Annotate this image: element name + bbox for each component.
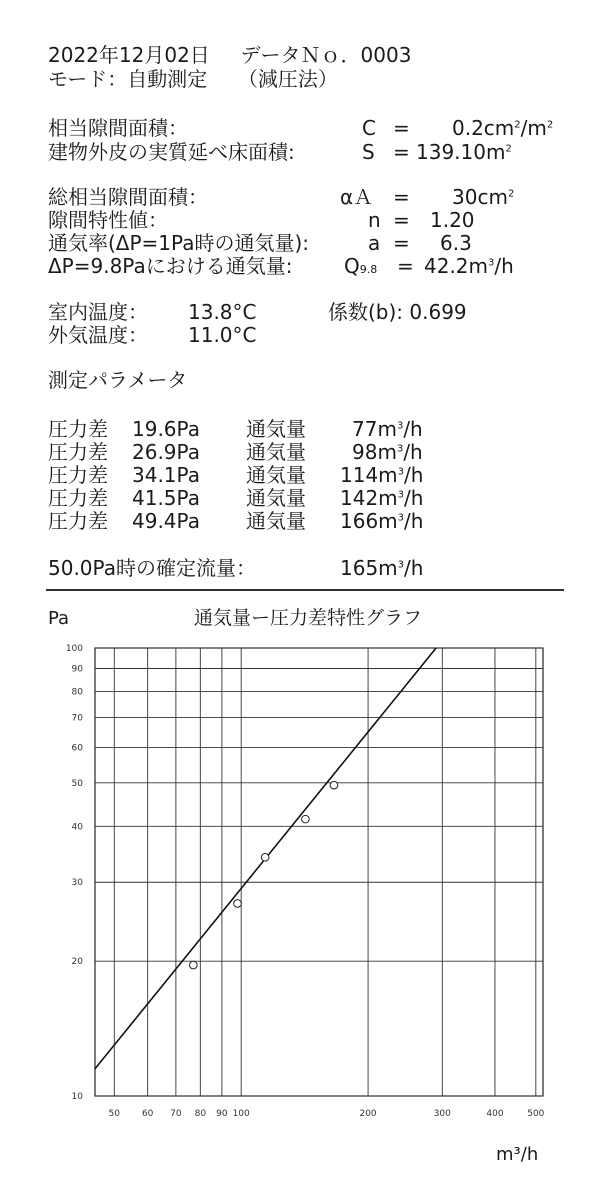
param-row-flow: $114m^3/h$ [340, 463, 424, 487]
chart-y-tick-label: 40 [71, 822, 83, 833]
s-symbol: S [362, 140, 375, 164]
outdoor-temp-label: 外気温度： [48, 323, 148, 347]
aa-value: $30cm^2$ [452, 185, 515, 209]
flow-pressure-chart [0, 600, 600, 1184]
s-label: 建物外皮の実質延べ床面積: [48, 140, 295, 164]
header-line-2 [48, 68, 338, 90]
header-line-1 [48, 44, 411, 66]
chart-y-tick-label: 60 [71, 743, 83, 754]
section-divider [46, 589, 564, 591]
param-row-flow-label: 通気量 [246, 440, 306, 464]
chart-x-tick-label: 100 [232, 1109, 250, 1119]
chart-x-tick-label: 80 [194, 1109, 207, 1119]
chart-ticks [66, 644, 545, 1119]
c-label: 相当隙間面積： [48, 116, 188, 140]
fixed-flow-label: 50.0Pa時の確定流量： [48, 556, 256, 580]
param-row-flow: $77m^3/h$ [352, 417, 423, 441]
param-row-flow-label: 通気量 [246, 509, 306, 533]
c-symbol: C [362, 116, 376, 140]
chart-y-tick-label: 50 [71, 778, 83, 789]
param-row-flow: $142m^3/h$ [340, 486, 424, 510]
chart-point [261, 854, 269, 862]
param-row-flow: $98m^3/h$ [352, 440, 423, 464]
indoor-temp-label: 室内温度： [48, 300, 148, 324]
data-number: データＮｏ．0003 [240, 43, 412, 67]
chart-grid [95, 648, 543, 1096]
param-row-label: 圧力差 [48, 509, 108, 533]
chart-x-tick-label: 300 [433, 1109, 451, 1119]
param-row-label: 圧力差 [48, 486, 108, 510]
param-row-label: 圧力差 [48, 417, 108, 441]
q-equals: = [397, 254, 414, 278]
s-equals: = [393, 140, 410, 164]
chart-point [330, 781, 338, 789]
chart-points [190, 781, 338, 968]
chart-point [234, 900, 242, 908]
mode-method: （減圧法） [237, 67, 338, 91]
param-row-flow-label: 通気量 [246, 417, 306, 441]
param-row-pressure: 19.6Pa [132, 417, 200, 441]
measurement-date: 2022年12月02日 [48, 43, 210, 67]
chart-x-tick-label: 500 [527, 1109, 545, 1119]
param-row-flow-label: 通気量 [246, 486, 306, 510]
param-row-label: 圧力差 [48, 440, 108, 464]
param-row-label: 圧力差 [48, 463, 108, 487]
chart-y-tick-label: 10 [71, 1092, 83, 1102]
s-value: $139.10m^2$ [416, 140, 512, 164]
n-value: 1.20 [430, 208, 475, 232]
chart-point [190, 961, 198, 969]
chart-x-tick-label: 400 [486, 1109, 504, 1119]
outdoor-temp-value: 11.0°C [188, 323, 257, 347]
params-title: 測定パラメータ [48, 368, 188, 392]
n-label: 隙間特性値： [48, 208, 168, 232]
chart-x-tick-label: 50 [108, 1109, 121, 1119]
a-equals: = [393, 231, 410, 255]
q-value: $42.2m^3/h$ [424, 254, 514, 278]
chart-x-tick-label: 70 [170, 1109, 182, 1119]
chart-x-label: m³/h [496, 1144, 539, 1165]
chart-y-tick-label: 90 [71, 664, 83, 675]
aa-symbol: αＡ [340, 185, 374, 209]
c-equals: = [393, 116, 410, 140]
param-row-pressure: 41.5Pa [132, 486, 200, 510]
param-row-flow-label: 通気量 [246, 463, 306, 487]
chart-point [302, 815, 310, 823]
chart-y-tick-label: 80 [71, 687, 83, 698]
param-row-flow: $166m^3/h$ [340, 509, 424, 533]
n-symbol: n [368, 208, 381, 232]
chart-y-tick-label: 20 [71, 957, 83, 968]
chart-title: 通気量ー圧力差特性グラフ [193, 607, 423, 629]
q-label: ΔP=9.8Paにおける通気量: [48, 254, 293, 278]
chart-y-tick-label: 70 [71, 713, 83, 724]
aa-equals: = [393, 185, 410, 209]
param-row-pressure: 49.4Pa [132, 509, 200, 533]
q-symbol: Q9.8 [344, 254, 378, 278]
n-equals: = [393, 208, 410, 232]
fixed-flow-value: $165m^3/h$ [340, 556, 424, 580]
aa-label: 総相当隙間面積： [48, 185, 208, 209]
chart-y-tick-label: 30 [71, 878, 83, 889]
c-value: $0.2cm^2/m^2$ [452, 116, 554, 140]
param-row-pressure: 26.9Pa [132, 440, 200, 464]
chart-y-label: Pa [48, 608, 70, 629]
chart-x-tick-label: 60 [141, 1109, 154, 1119]
mode-label: モード：自動測定 [48, 67, 208, 91]
param-row-pressure: 34.1Pa [132, 463, 200, 487]
indoor-temp-value: 13.8°C [188, 300, 257, 324]
chart-frame [95, 648, 543, 1096]
chart-x-tick-label: 200 [359, 1109, 377, 1119]
a-value: 6.3 [440, 231, 472, 255]
coefficient-b: 係数(b): 0.699 [328, 300, 467, 324]
a-symbol: a [368, 231, 381, 255]
chart-x-tick-label: 90 [216, 1109, 228, 1119]
a-label: 通気率(ΔP=1Pa時の通気量): [48, 231, 309, 255]
chart-y-tick-label: 100 [65, 644, 83, 654]
